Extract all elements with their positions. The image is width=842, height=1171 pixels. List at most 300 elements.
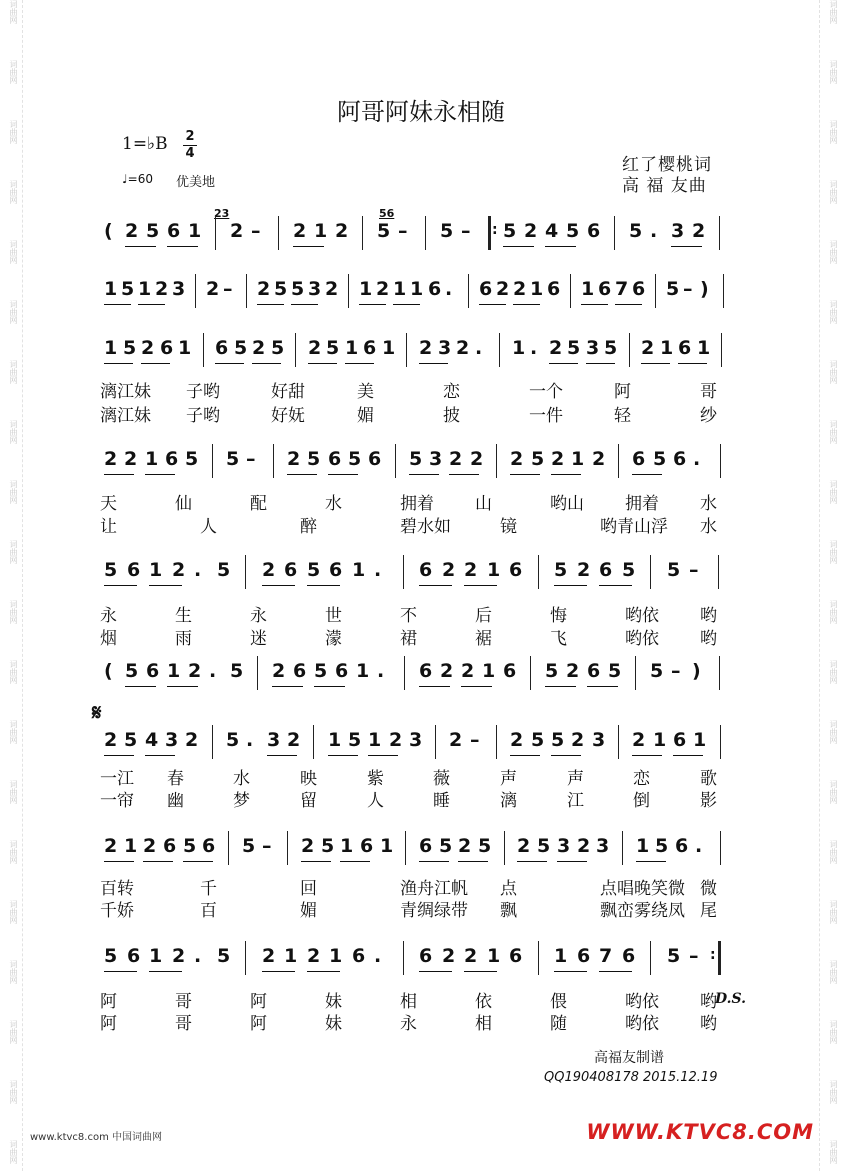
jianpu-note: 2: [641, 337, 655, 359]
note-beam: [104, 363, 133, 364]
lyric-line: [100, 377, 740, 401]
note-beam: [671, 246, 702, 247]
lyric-word: 雨: [175, 629, 192, 649]
lyric-word: 人: [200, 517, 217, 537]
left-watermark-strip: [2, 0, 20, 1171]
watermark-text: 词曲网: [829, 1080, 838, 1104]
bar-line: [650, 555, 651, 589]
jianpu-note: 5: [666, 278, 680, 300]
lyric-line: [100, 874, 740, 898]
jianpu-note: .: [194, 559, 202, 581]
time-signature: [183, 130, 197, 161]
bar-line: [246, 274, 247, 308]
bar-line: [721, 333, 722, 367]
note-beam: [104, 971, 137, 972]
jianpu-note: 2: [510, 729, 524, 751]
lyric-word: 声: [500, 769, 517, 789]
repeat-dots: :: [492, 222, 498, 238]
footer-brand-logo: WWW.KTVC8.COM: [586, 1120, 814, 1144]
note-beam: [328, 474, 358, 475]
lyric-word: 水: [233, 769, 250, 789]
lyric-word: 飞: [550, 629, 567, 649]
note-beam: [145, 755, 175, 756]
lyric-word: 阿: [100, 1014, 117, 1034]
lyric-word: 让: [100, 517, 117, 537]
jianpu-note: 2: [206, 278, 220, 300]
bar-line: [395, 444, 396, 478]
note-beam: [293, 246, 324, 247]
jianpu-note: 2: [262, 945, 276, 967]
jianpu-note: 2: [325, 278, 339, 300]
lyric-word: 世: [325, 606, 342, 626]
lyric-word: 相: [475, 1014, 492, 1034]
note-beam: [636, 861, 666, 862]
lyric-word: 仙: [175, 494, 192, 514]
jianpu-note: .: [194, 945, 202, 967]
jianpu-note: 2: [104, 448, 118, 470]
lyric-word: 裾: [475, 629, 492, 649]
jianpu-note: 5: [348, 448, 362, 470]
jianpu-note: 6: [673, 448, 687, 470]
lyric-word: 哟: [700, 629, 717, 649]
jianpu-note: 2: [496, 278, 510, 300]
lyric-word: 微: [700, 879, 717, 899]
jianpu-note: 5: [104, 559, 118, 581]
jianpu-note: 6: [587, 220, 601, 242]
jianpu-note: 5: [667, 945, 681, 967]
lyric-word: 哥: [700, 382, 717, 402]
jianpu-note: 2: [124, 448, 138, 470]
lyric-word: 歌: [700, 769, 717, 789]
jianpu-note: 5: [271, 337, 285, 359]
jianpu-note: 1: [356, 660, 370, 682]
jianpu-note: 6: [419, 945, 433, 967]
jianpu-note: .: [374, 559, 382, 581]
jianpu-note: 6: [599, 559, 613, 581]
note-beam: [503, 246, 534, 247]
lyric-word: 千娇: [100, 901, 134, 921]
lyric-word: 薇: [433, 769, 450, 789]
jianpu-note: 1: [145, 448, 159, 470]
jianpu-note: 1: [340, 835, 354, 857]
watermark-text: 词曲网: [9, 60, 18, 84]
jianpu-note: 1: [352, 559, 366, 581]
bracket: (: [104, 660, 113, 682]
watermark-text: 词曲网: [829, 540, 838, 564]
lyric-word: 漓江妹: [100, 382, 151, 402]
lyric-word: 人: [367, 791, 384, 811]
bar-line: [362, 216, 363, 250]
jianpu-note: 5: [226, 729, 240, 751]
jianpu-note: 1: [382, 337, 396, 359]
lyric-word: 好甜: [271, 382, 305, 402]
note-beam: [307, 585, 340, 586]
note-beam: [419, 861, 449, 862]
bar-line: [538, 941, 539, 975]
key-signature: 1=♭B: [122, 134, 168, 154]
note-beam: [419, 585, 452, 586]
jianpu-note: 6: [165, 448, 179, 470]
note-beam: [167, 246, 198, 247]
lyric-word: 映: [300, 769, 317, 789]
jianpu-note: 6: [328, 448, 342, 470]
jianpu-note: 5: [554, 559, 568, 581]
lyric-word: 哟: [700, 606, 717, 626]
jianpu-note: 6: [509, 559, 523, 581]
jianpu-note: 6: [678, 337, 692, 359]
note-beam: [149, 971, 182, 972]
jianpu-note: 2: [301, 835, 315, 857]
jianpu-note: 5: [622, 559, 636, 581]
jianpu-note: 6: [419, 660, 433, 682]
watermark-text: 词曲网: [829, 660, 838, 684]
jianpu-note: 3: [557, 835, 571, 857]
jianpu-note: 1: [482, 660, 496, 682]
lyric-word: 水: [700, 494, 717, 514]
jianpu-note: 5: [377, 220, 391, 242]
note-beam: [510, 755, 540, 756]
bar-line: [215, 216, 216, 250]
jianpu-note: 5: [608, 660, 622, 682]
lyric-word: 永: [400, 1014, 417, 1034]
jianpu-note: 3: [409, 729, 423, 751]
jianpu-note: .: [374, 945, 382, 967]
jianpu-note: 5: [545, 660, 559, 682]
jianpu-note: 6: [428, 278, 442, 300]
note-beam: [479, 304, 506, 305]
lyric-word: 哥: [175, 1014, 192, 1034]
jianpu-note: 5: [124, 729, 138, 751]
note-beam: [104, 585, 137, 586]
bar-line: [212, 725, 213, 759]
note-beam: [549, 363, 578, 364]
bar-line: [720, 444, 721, 478]
lyric-word: 媚: [357, 406, 374, 426]
jianpu-note: 2: [592, 448, 606, 470]
lyric-word: 拥着: [400, 494, 434, 514]
watermark-text: 词曲网: [9, 900, 18, 924]
lyric-word: 生: [175, 606, 192, 626]
lyric-line: [100, 601, 740, 625]
bar-line: [650, 941, 651, 975]
bar-line: [635, 656, 636, 690]
note-beam: [145, 474, 175, 475]
lyric-word: 子哟: [186, 406, 220, 426]
bar-line: [629, 333, 630, 367]
watermark-text: 词曲网: [829, 600, 838, 624]
watermark-text: 词曲网: [829, 60, 838, 84]
jianpu-note: 5: [537, 835, 551, 857]
jianpu-note: 2: [155, 278, 169, 300]
watermark-text: 词曲网: [9, 660, 18, 684]
note-beam: [615, 304, 642, 305]
jianpu-note: 5: [440, 220, 454, 242]
jianpu-note: 3: [438, 337, 452, 359]
jianpu-note: 3: [267, 729, 281, 751]
bar-line: [406, 333, 407, 367]
lyric-word: 轻: [614, 406, 631, 426]
lyric-word: 拥着: [625, 494, 659, 514]
jianpu-note: 2: [172, 945, 186, 967]
jianpu-note: 6: [293, 660, 307, 682]
lyric-word: 悔: [550, 606, 567, 626]
note-beam: [287, 474, 317, 475]
jianpu-note: 3: [592, 729, 606, 751]
bar-line: [228, 831, 229, 865]
watermark-text: 词曲网: [829, 840, 838, 864]
note-beam: [557, 861, 587, 862]
jianpu-note: 1: [329, 945, 343, 967]
jianpu-note: 1: [368, 729, 382, 751]
note-beam: [183, 861, 213, 862]
jianpu-note: 6: [587, 660, 601, 682]
jianpu-note: 1: [380, 835, 394, 857]
jianpu-note: 5: [409, 448, 423, 470]
lyric-word: 永: [100, 606, 117, 626]
lyric-word: 好妩: [271, 406, 305, 426]
lyric-word: 留: [300, 791, 317, 811]
jianpu-note: 5: [226, 448, 240, 470]
jianpu-note: 5: [121, 278, 135, 300]
jianpu-note: 2: [143, 835, 157, 857]
jianpu-note: 2: [308, 337, 322, 359]
jianpu-note: 2: [257, 278, 271, 300]
jianpu-note: 6: [127, 945, 141, 967]
note-beam: [104, 861, 134, 862]
bar-line: [720, 831, 721, 865]
lyric-word: 配: [250, 494, 267, 514]
note-beam: [252, 363, 281, 364]
jianpu-note: 1: [104, 337, 118, 359]
note-beam: [545, 686, 576, 687]
dash-extension: –: [470, 729, 480, 751]
jianpu-note: 5: [650, 660, 664, 682]
jianpu-note: 6: [509, 945, 523, 967]
note-beam: [368, 755, 398, 756]
staff-row-6: [104, 652, 742, 708]
jianpu-note: 1: [178, 337, 192, 359]
jianpu-note: 2: [461, 660, 475, 682]
watermark-text: 词曲网: [829, 1020, 838, 1044]
watermark-text: 词曲网: [829, 420, 838, 444]
jianpu-note: 2: [464, 945, 478, 967]
note-beam: [215, 363, 244, 364]
jianpu-note: 5: [503, 220, 517, 242]
jianpu-note: 5: [146, 220, 160, 242]
jianpu-note: 2: [517, 835, 531, 857]
jianpu-note: 5: [667, 559, 681, 581]
composer-credit: 高 福 友曲: [622, 176, 707, 196]
jianpu-note: 3: [308, 278, 322, 300]
lyric-word: 哟: [700, 1014, 717, 1034]
jianpu-note: 5: [551, 729, 565, 751]
grace-note-1: 23: [214, 207, 230, 220]
dash-extension: –: [683, 278, 693, 300]
note-beam: [545, 246, 576, 247]
jianpu-note: 2: [470, 448, 484, 470]
jianpu-note: 2: [442, 945, 456, 967]
jianpu-note: .: [695, 835, 703, 857]
lyric-word: 飘峦雾绕凤: [600, 901, 685, 921]
note-beam: [272, 686, 303, 687]
jianpu-note: 2: [104, 729, 118, 751]
jianpu-note: 3: [586, 337, 600, 359]
bar-line: [403, 941, 404, 975]
lyric-line: [100, 987, 740, 1011]
jianpu-note: 6: [335, 660, 349, 682]
lyric-word: 漓: [500, 791, 517, 811]
lyric-word: 披: [443, 406, 460, 426]
jianpu-note: 2: [335, 220, 349, 242]
watermark-text: 词曲网: [829, 240, 838, 264]
lyric-word: 漓江妹: [100, 406, 151, 426]
jianpu-note: 2: [442, 559, 456, 581]
bar-line: [622, 831, 623, 865]
jianpu-note: 6: [202, 835, 216, 857]
watermark-text: 词曲网: [829, 360, 838, 384]
bar-line: [570, 274, 571, 308]
jianpu-note: 2: [692, 220, 706, 242]
bar-line: [468, 274, 469, 308]
lyric-word: 镜: [500, 517, 517, 537]
jianpu-note: 2: [632, 729, 646, 751]
dash-extension: –: [223, 278, 233, 300]
jianpu-note: 6: [127, 559, 141, 581]
bar-line: [496, 725, 497, 759]
jianpu-note: .: [475, 337, 483, 359]
jianpu-note: 6: [577, 945, 591, 967]
jianpu-note: 5: [478, 835, 492, 857]
bar-line: [404, 656, 405, 690]
note-beam: [554, 585, 587, 586]
note-beam: [551, 474, 581, 475]
watermark-text: 词曲网: [9, 540, 18, 564]
staff-row-9: [104, 937, 742, 993]
watermark-text: 词曲网: [9, 1080, 18, 1104]
jianpu-note: 6: [632, 278, 646, 300]
note-beam: [257, 304, 284, 305]
jianpu-note: 5: [217, 945, 231, 967]
jianpu-note: 2: [172, 559, 186, 581]
bracket: ): [692, 660, 701, 682]
note-beam: [307, 971, 340, 972]
jianpu-note: .: [693, 448, 701, 470]
note-beam: [586, 363, 615, 364]
watermark-text: 词曲网: [9, 600, 18, 624]
qq-date: QQ190408178 2015.12.19: [544, 1070, 718, 1085]
note-beam: [599, 971, 632, 972]
lyric-line: [100, 624, 740, 648]
bar-line: [273, 444, 274, 478]
jianpu-note: .: [650, 220, 658, 242]
bar-line: [435, 725, 436, 759]
note-beam: [587, 686, 618, 687]
watermark-text: 词曲网: [829, 960, 838, 984]
lyric-word: 哟山: [550, 494, 584, 514]
jianpu-note: 5: [125, 660, 139, 682]
jianpu-note: 2: [577, 835, 591, 857]
jianpu-note: .: [377, 660, 385, 682]
jianpu-note: 6: [622, 945, 636, 967]
jianpu-note: 1: [167, 660, 181, 682]
jianpu-note: 1: [530, 278, 544, 300]
watermark-text: 词曲网: [829, 180, 838, 204]
lyric-word: 依: [475, 992, 492, 1012]
lyric-line: [100, 896, 740, 920]
lyric-line: [100, 786, 740, 810]
lyric-word: 梦: [233, 791, 250, 811]
lyric-word: 水: [325, 494, 342, 514]
jianpu-note: 6: [352, 945, 366, 967]
jianpu-note: 5: [439, 835, 453, 857]
lyric-word: 声: [567, 769, 584, 789]
staff-row-5: [104, 551, 742, 607]
bar-line: [618, 725, 619, 759]
lyric-word: 恋: [633, 769, 650, 789]
note-beam: [632, 474, 662, 475]
note-beam: [599, 585, 632, 586]
bar-line: [348, 274, 349, 308]
jianpu-note: 5: [531, 448, 545, 470]
jianpu-note: 5: [183, 835, 197, 857]
jianpu-note: 6: [632, 448, 646, 470]
jianpu-note: 6: [215, 337, 229, 359]
jianpu-note: 5: [123, 337, 137, 359]
watermark-text: 词曲网: [9, 960, 18, 984]
lyric-word: 一帘: [100, 791, 134, 811]
footer-site-text: www.ktvc8.com 中国词曲网: [30, 1132, 163, 1143]
note-beam: [262, 585, 295, 586]
jianpu-note: 7: [615, 278, 629, 300]
jianpu-note: .: [209, 660, 217, 682]
lyric-word: 子哟: [186, 382, 220, 402]
lyric-word: 飘: [500, 901, 517, 921]
bar-line: [425, 216, 426, 250]
dash-extension: –: [689, 559, 699, 581]
watermark-text: 词曲网: [9, 180, 18, 204]
bar-line: [257, 656, 258, 690]
lyric-word: 哟青山浮: [600, 517, 668, 537]
jianpu-note: 2: [272, 660, 286, 682]
bar-line: [618, 444, 619, 478]
note-beam: [291, 304, 318, 305]
jianpu-note: 5: [348, 729, 362, 751]
bar-line: [655, 274, 656, 308]
jianpu-note: 5: [321, 835, 335, 857]
note-beam: [513, 304, 540, 305]
jianpu-note: 1: [697, 337, 711, 359]
lyric-word: 回: [300, 879, 317, 899]
lyric-word: 阿: [100, 992, 117, 1012]
note-beam: [464, 585, 497, 586]
lyric-word: 春: [167, 769, 184, 789]
note-beam: [641, 363, 670, 364]
jianpu-note: 6: [284, 559, 298, 581]
lyric-word: 哟依: [625, 1014, 659, 1034]
watermark-text: 词曲网: [829, 300, 838, 324]
jianpu-note: 6: [146, 660, 160, 682]
bar-line: [538, 555, 539, 589]
right-margin-line: [819, 0, 820, 1171]
bar-line: [278, 216, 279, 250]
bar-line: [718, 555, 719, 589]
lyric-word: 幽: [167, 791, 184, 811]
jianpu-note: 5: [307, 448, 321, 470]
bar-line: [295, 333, 296, 367]
lyric-word: 阿: [614, 382, 631, 402]
bar-line: [313, 725, 314, 759]
jianpu-note: 2: [188, 660, 202, 682]
